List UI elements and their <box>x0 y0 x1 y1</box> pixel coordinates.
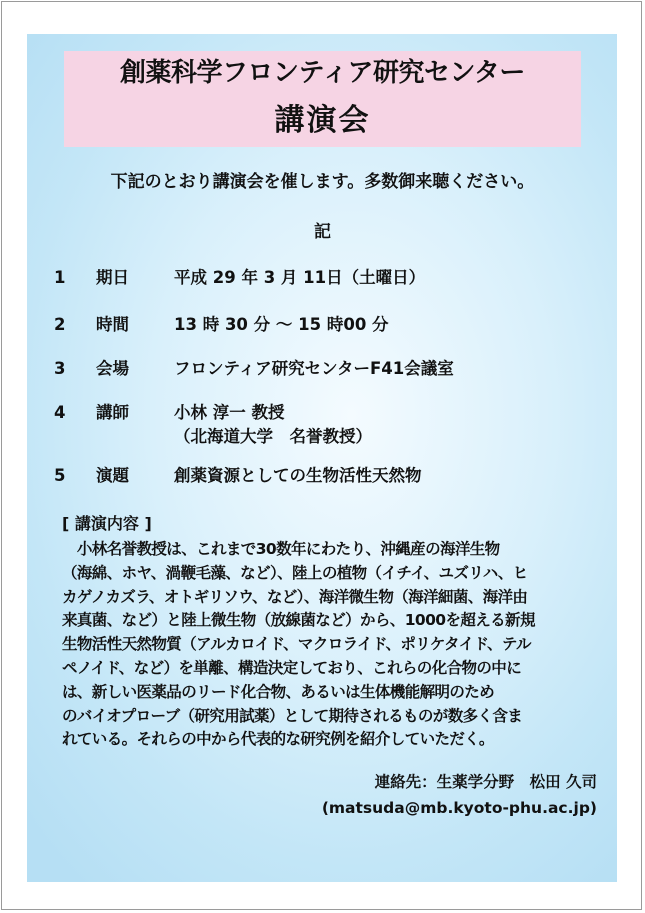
item-number: 5 <box>54 466 66 485</box>
item-label: 演題 <box>96 466 129 485</box>
content-heading: [ 講演内容 ] <box>62 514 152 533</box>
content-body <box>62 538 582 752</box>
item-label: 会場 <box>96 359 129 378</box>
content-line: 小林名誉教授は、これまで30数年にわたり、沖縄産の海洋生物 <box>62 540 500 558</box>
item-value: 小林 淳一 教授 <box>174 403 285 422</box>
content-line: （海綿、ホヤ、渦鞭毛藻、など）、陸上の植物（イチイ、ユズリハ、ヒ <box>62 563 528 582</box>
content-line: れている。それらの中から代表的な研究例を紹介していただく。 <box>62 730 494 749</box>
intro-text: 下記のとおり講演会を催します。多数御来聴ください。 <box>110 172 535 192</box>
item-number: 1 <box>54 268 66 287</box>
item-value: 創薬資源としての生物活性天然物 <box>174 466 422 485</box>
item-value-affiliation: （北海道大学 名誉教授） <box>174 427 372 446</box>
content-line: カゲノカズラ、オトギリソウ、など）、海洋微生物（海洋細菌、海洋由 <box>62 587 528 606</box>
title-lecture: 講演会 <box>274 103 371 138</box>
item-label: 講師 <box>96 403 129 422</box>
content-line: 来真菌、など）と陸上微生物（放線菌など）から、1000を超える新規 <box>62 611 535 630</box>
content-line: は、新しい医薬品のリード化合物、あるいは生体機能解明のため <box>62 682 495 701</box>
contact-email: (matsuda@mb.kyoto-phu.ac.jp) <box>321 799 597 817</box>
item-number: 2 <box>54 315 66 334</box>
content-line: のバイオプローブ（研究用試薬）として期待されるものが数多く含ま <box>62 706 523 725</box>
content-line: ペノイド、など）を単離、構造決定しており、これらの化合物の中に <box>62 658 522 677</box>
title-center-name: 創薬科学フロンティア研究センター <box>120 58 525 88</box>
ki-heading: 記 <box>314 222 331 242</box>
item-value: 平成 29 年 3 月 11日（土曜日） <box>174 268 426 287</box>
contact-person: 連絡先：生薬学分野 松田 久司 <box>374 773 597 791</box>
item-label: 時間 <box>96 315 129 334</box>
item-number: 3 <box>54 359 66 378</box>
item-label: 期日 <box>96 268 129 287</box>
announcement-panel <box>27 34 617 882</box>
item-number: 4 <box>54 403 66 422</box>
item-value: 13 時 30 分 ～ 15 時00 分 <box>174 315 389 334</box>
item-value: フロンティア研究センターF41会議室 <box>174 359 454 378</box>
content-line: 生物活性天然物質（アルカロイド、マクロライド、ポリケタイド、テル <box>62 635 531 654</box>
